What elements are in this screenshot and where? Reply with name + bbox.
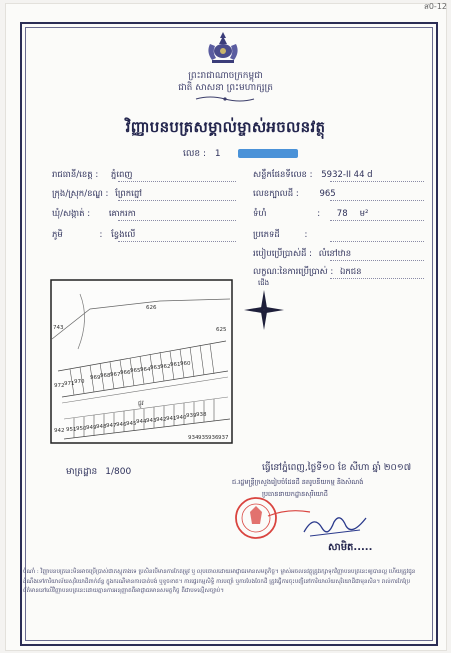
map-scale: មាត្រដ្ឋាន 1/800 bbox=[66, 467, 132, 477]
field-land-use: របៀបប្រើប្រាស់ដី : លំនៅឋាន bbox=[253, 249, 352, 259]
map-label: 967 bbox=[110, 372, 121, 378]
handwritten-signature-icon bbox=[300, 510, 370, 540]
map-road-label: ផ្លូវ bbox=[138, 400, 144, 407]
field-area: ទំហំ : 78 ម² bbox=[253, 209, 369, 219]
certificate-number bbox=[183, 148, 221, 161]
map-label: 626 bbox=[146, 305, 157, 311]
map-label: 947 bbox=[106, 423, 117, 429]
map-label: 951 bbox=[66, 427, 77, 433]
map-label: 948 bbox=[96, 424, 107, 430]
map-label: 941 bbox=[166, 416, 177, 422]
cadastral-map bbox=[50, 279, 233, 444]
nation-motto: ជាតិ សាសនា ព្រះមហាក្សត្រ bbox=[178, 83, 273, 93]
map-label: 935 bbox=[198, 435, 209, 441]
map-label: 939 bbox=[186, 413, 197, 419]
field-province: រាជធានី/ខេត្ត : ភ្នំពេញ bbox=[52, 170, 133, 180]
number-label: លេខ : bbox=[183, 149, 207, 159]
map-label: 961 bbox=[170, 362, 181, 368]
map-label: 934 bbox=[188, 435, 199, 441]
signer-name: សាមិត..... bbox=[328, 542, 373, 553]
map-label: 950 bbox=[76, 426, 87, 432]
map-label: 969 bbox=[90, 375, 101, 381]
corner-note: ส0-12 bbox=[423, 2, 447, 11]
map-label: 963 bbox=[150, 365, 161, 371]
map-label: 949 bbox=[86, 425, 97, 431]
map-label: 938 bbox=[196, 412, 207, 418]
map-label: 937 bbox=[218, 435, 229, 441]
field-commune: ឃុំ/សង្កាត់ : គោករកា bbox=[52, 209, 136, 219]
map-label: 971 bbox=[64, 381, 75, 387]
map-label: 966 bbox=[120, 370, 131, 376]
map-label: 943 bbox=[146, 418, 157, 424]
north-label: ជើង bbox=[258, 279, 270, 287]
map-label: 972 bbox=[54, 383, 65, 389]
map-label: 962 bbox=[160, 364, 171, 370]
signer-title-department: ប្រធាននាយកដ្ឋានសុរិយោដី bbox=[262, 490, 328, 498]
map-label: 942 bbox=[54, 428, 65, 434]
divider-ornament-icon bbox=[194, 95, 256, 103]
north-arrow-icon bbox=[242, 288, 286, 332]
map-label: 940 bbox=[176, 415, 187, 421]
document-title: វិញ្ញាបនបត្រសម្គាល់ម្ចាស់អចលនវត្ថុ bbox=[125, 118, 326, 136]
issue-date: ធ្វើនៅភ្នំពេញ,ថ្ងៃទី១០ ខែ សីហា ឆ្នាំ ២០១៧ bbox=[262, 463, 412, 473]
map-label: 743 bbox=[53, 325, 64, 331]
footer-notice-text: ចំណាំ : វិញ្ញាបនបត្រនេះមិនអាចប្រើប្រាស់ជាភស្តុតាងទេ ប្រសិនបើមានការកែតម្រូវ ឬ លុបចោលដោយអាជ្ញាធរមានសមត្ថកិច្ច។ ម្ចាស់អចលនវត្ថុត្រូវរក្សាទុកវិញ្ញាបនបត្រនេះឲ្យបានល្អ ហើយត្រូវជូនដំណឹងទៅការិយាល័យសុរិយោដីពាក់ព័ន្ធ ក្នុងករណីមានការបាត់បង់ ឬខូចខាត។ ការផ្ទេរកម្មសិទ្ធិ ការបញ្ចាំ ឬការបែងចែកដី ត្រូវធ្វើការចុះបញ្ជីនៅការិយាល័យសុរិយោដីជាមុនសិន។ រាល់ការកែប្រែព័ត៌មាននៅលើវិញ្ញាបនបត្រនេះដោយគ្មានការអនុញ្ញាតពីអាជ្ញាធរមានសមត្ថកិច្ច គឺជាបទល្មើសច្បាប់។ bbox=[23, 569, 416, 595]
map-label: 964 bbox=[140, 367, 151, 373]
field-land-type: ប្រភេទដី : bbox=[253, 230, 308, 240]
kingdom-header: ព្រះរាជាណាចក្រកម្ពុជា bbox=[188, 71, 263, 81]
map-label: 625 bbox=[216, 327, 227, 333]
field-parcel-number: លេខក្បាលដី : 965 bbox=[253, 189, 336, 199]
map-label: 946 bbox=[116, 422, 127, 428]
map-label: 942 bbox=[156, 417, 167, 423]
map-label: 936 bbox=[208, 435, 219, 441]
map-label: 960 bbox=[180, 361, 191, 367]
field-use-characteristic: លក្ខណៈនៃការប្រើប្រាស់ : ឯកជន bbox=[253, 267, 362, 277]
map-label: 968 bbox=[100, 373, 111, 379]
redaction-mark bbox=[238, 149, 298, 158]
map-label: 970 bbox=[74, 379, 85, 385]
signer-title-ministry: ជ.រដ្ឋមន្ត្រីក្រសួងរៀបចំដែនដី នគរូបនីយកម្ម និងសំណង់ bbox=[232, 478, 364, 486]
map-label: 944 bbox=[136, 419, 147, 425]
footer-notes bbox=[19, 568, 427, 638]
field-district: ក្រុង/ស្រុក/ខណ្ឌ : ព្រែកព្នៅ bbox=[52, 189, 142, 199]
field-map-sheet: សន្លឹកផែនទីលេខ : 5932-II 44 d bbox=[253, 170, 373, 180]
map-label: 965 bbox=[130, 368, 141, 374]
field-village: ភូមិ : ខ្វែងលើ bbox=[52, 230, 136, 240]
royal-emblem-icon bbox=[202, 30, 244, 66]
map-label: 945 bbox=[126, 421, 137, 427]
number-value: 1 bbox=[214, 149, 222, 159]
